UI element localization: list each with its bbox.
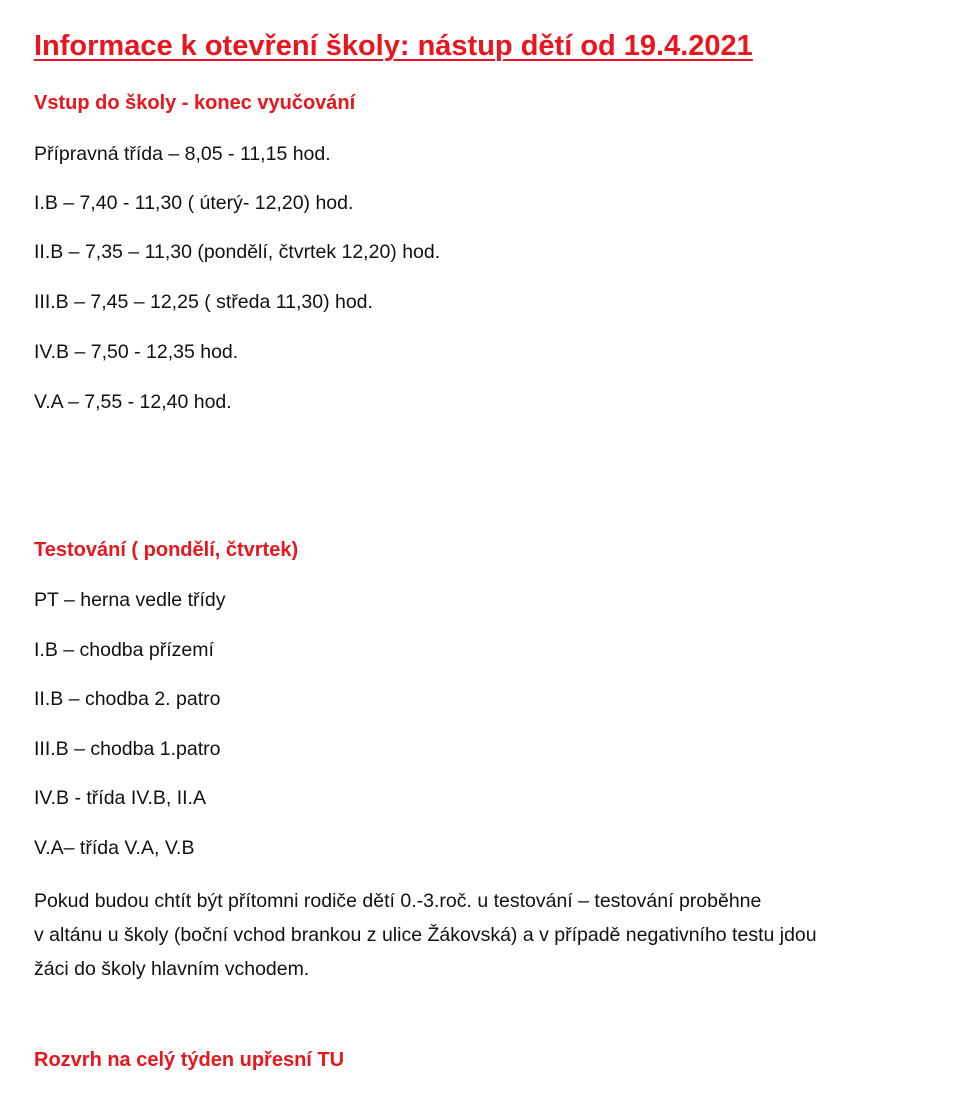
testing-note-line: Pokud budou chtít být přítomni rodiče dětí 0.-3.roč. u testování – testování proběhne	[34, 890, 762, 912]
testing-location-line: III.B – chodba 1.patro	[34, 738, 221, 760]
testing-heading: Testování ( pondělí, čtvrtek)	[34, 539, 299, 561]
schedule-line: I.B – 7,40 - 11,30 ( úterý- 12,20) hod.	[34, 192, 354, 214]
footer-heading: Rozvrh na celý týden upřesní TU	[34, 1049, 345, 1071]
testing-location-line: IV.B - třída IV.B, II.A	[34, 787, 206, 809]
testing-location-line: V.A– třída V.A, V.B	[34, 837, 195, 859]
testing-note-line: v altánu u školy (boční vchod brankou z ulice Žákovská) a v případě negativního testu jdou	[34, 924, 817, 946]
schedule-heading: Vstup do školy - konec vyučování	[34, 92, 356, 114]
document-title: Informace k otevření školy: nástup dětí od 19.4.2021	[34, 30, 753, 62]
testing-location-line: PT – herna vedle třídy	[34, 589, 226, 611]
schedule-line: Přípravná třída – 8,05 - 11,15 hod.	[34, 143, 331, 165]
testing-note-line: žáci do školy hlavním vchodem.	[34, 958, 310, 980]
testing-note-paragraph	[34, 884, 949, 986]
testing-location-line: I.B – chodba přízemí	[34, 639, 214, 661]
schedule-line: V.A – 7,55 - 12,40 hod.	[34, 391, 232, 413]
testing-location-line: II.B – chodba 2. patro	[34, 688, 221, 710]
schedule-line: III.B – 7,45 – 12,25 ( středa 11,30) hod.	[34, 291, 373, 313]
schedule-line: II.B – 7,35 – 11,30 (pondělí, čtvrtek 12,20) hod.	[34, 241, 441, 263]
schedule-line: IV.B – 7,50 - 12,35 hod.	[34, 341, 239, 363]
